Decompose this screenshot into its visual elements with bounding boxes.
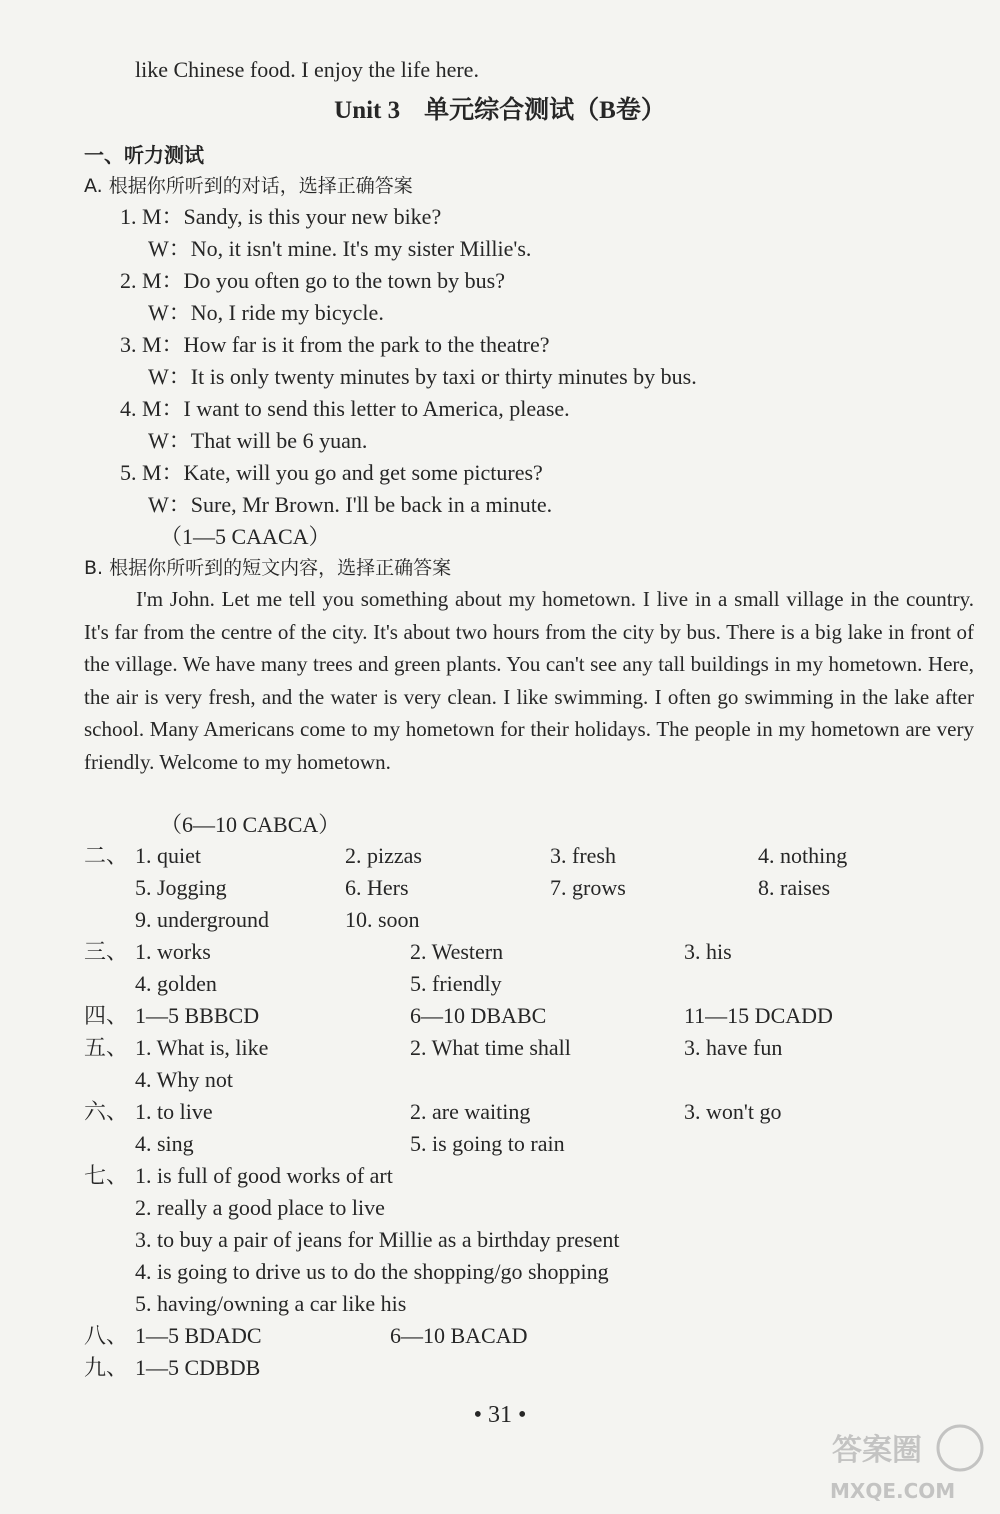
answer-item: 2. really a good place to live: [135, 1195, 385, 1220]
answer-item: 2. What time shall: [410, 1035, 571, 1060]
watermark-bottom-text: MXQE.COM: [830, 1479, 956, 1503]
watermark-top-text: 答案圈: [832, 1433, 922, 1468]
answer-item: 4. golden: [135, 971, 217, 996]
dialogue-line: W：It is only twenty minutes by taxi or thirty minutes by bus.: [148, 364, 697, 389]
answer-item: 7. grows: [550, 875, 626, 900]
dialogue-line: 2. M：Do you often go to the town by bus?: [120, 268, 505, 293]
answer-item: 3. to buy a pair of jeans for Millie as a birthday present: [135, 1227, 620, 1252]
answer-item: 1. works: [135, 939, 211, 964]
section1-heading: 一、听力测试: [84, 143, 204, 167]
dialogue-line: 1. M：Sandy, is this your new bike?: [120, 204, 442, 229]
watermark-graphic: [812, 1418, 992, 1506]
section2-label: 二、: [84, 843, 129, 868]
answer-item: 2. Western: [410, 939, 504, 964]
answer-item: 5. is going to rain: [410, 1131, 565, 1156]
section6-label: 六、: [84, 1099, 129, 1124]
section7-label: 七、: [84, 1163, 129, 1188]
answer-item: 1. quiet: [135, 843, 201, 868]
answer-item: 9. underground: [135, 907, 270, 932]
answer-item: 3. fresh: [550, 843, 616, 868]
answer-item: 1. is full of good works of art: [135, 1163, 393, 1188]
answer-item: 5. friendly: [410, 971, 502, 996]
partB-heading: B. 根据你所听到的短文内容，选择正确答案: [84, 557, 452, 579]
title-unit: Unit 3: [334, 97, 401, 124]
site-watermark-logo: [812, 1418, 992, 1506]
listening-passage: I'm John. Let me tell you something about my hometown. I live in a small village in the country. It's far from the centre of the city. It's about two hours from the city by bus. There is a big lake in front of the village. We have many trees and green plants. You can't see any tall buildings in my hometown. Here, the air is very fresh, and the water is very clean. I like swimming. I often go swimming in the lake after school. Many Americans come to my hometown for their holidays. The people in my hometown are very friendly. Welcome to my hometown.: [84, 587, 974, 774]
answer-item: 4. nothing: [758, 843, 848, 868]
answer-item: 1. to live: [135, 1099, 213, 1124]
answer-item: 1—5 BBBCD: [135, 1003, 260, 1028]
answer-item: 3. have fun: [684, 1035, 783, 1060]
answer-item: 6—10 DBABC: [410, 1003, 547, 1028]
page-number: • 31 •: [473, 1402, 527, 1428]
answer-item: 4. Why not: [135, 1067, 233, 1092]
answer-item: 10. soon: [345, 907, 420, 932]
continued-text: like Chinese food. I enjoy the life here.: [135, 57, 479, 82]
answer-item: 1—5 CDBDB: [135, 1355, 261, 1380]
answer-item: 11—15 DCADD: [684, 1003, 833, 1028]
dialogue-line: W：Sure, Mr Brown. I'll be back in a minute.: [148, 492, 553, 517]
section3-label: 三、: [84, 939, 129, 964]
section9-label: 九、: [84, 1355, 129, 1380]
answer-item: 2. are waiting: [410, 1099, 531, 1124]
answer-item: 6—10 BACAD: [390, 1323, 528, 1348]
page-title: [0, 94, 1000, 128]
dialogue-line: W：That will be 6 yuan.: [148, 428, 368, 453]
answer-item: 8. raises: [758, 875, 831, 900]
dialogue-line: 3. M：How far is it from the park to the theatre?: [120, 332, 550, 357]
partB-answer: （6—10 CABCA）: [160, 812, 341, 837]
answer-item: 4. is going to drive us to do the shopping/go shopping: [135, 1259, 609, 1284]
answer-item: 5. Jogging: [135, 875, 227, 900]
answer-item: 3. his: [684, 939, 732, 964]
answer-item: 4. sing: [135, 1131, 194, 1156]
section4-label: 四、: [84, 1003, 129, 1028]
answer-item: 2. pizzas: [345, 843, 422, 868]
section5-label: 五、: [84, 1035, 129, 1060]
answer-item: 1. What is, like: [135, 1035, 269, 1060]
partA-heading: A. 根据你所听到的对话，选择正确答案: [84, 175, 413, 197]
partA-answer: （1—5 CAACA）: [160, 524, 331, 549]
section8-label: 八、: [84, 1323, 129, 1348]
dialogue-line: W：No, it isn't mine. It's my sister Millie's.: [148, 236, 532, 261]
dialogue-line: W：No, I ride my bicycle.: [148, 300, 384, 325]
dialogue-line: 4. M：I want to send this letter to America, please.: [120, 396, 570, 421]
dialogue-line: 5. M：Kate, will you go and get some pictures?: [120, 460, 543, 485]
answer-item: 5. having/owning a car like his: [135, 1291, 407, 1316]
answer-item: 3. won't go: [684, 1099, 782, 1124]
answer-item: 6. Hers: [345, 875, 409, 900]
title-name: 单元综合测试（B卷）: [424, 97, 666, 124]
answer-item: 1—5 BDADC: [135, 1323, 262, 1348]
